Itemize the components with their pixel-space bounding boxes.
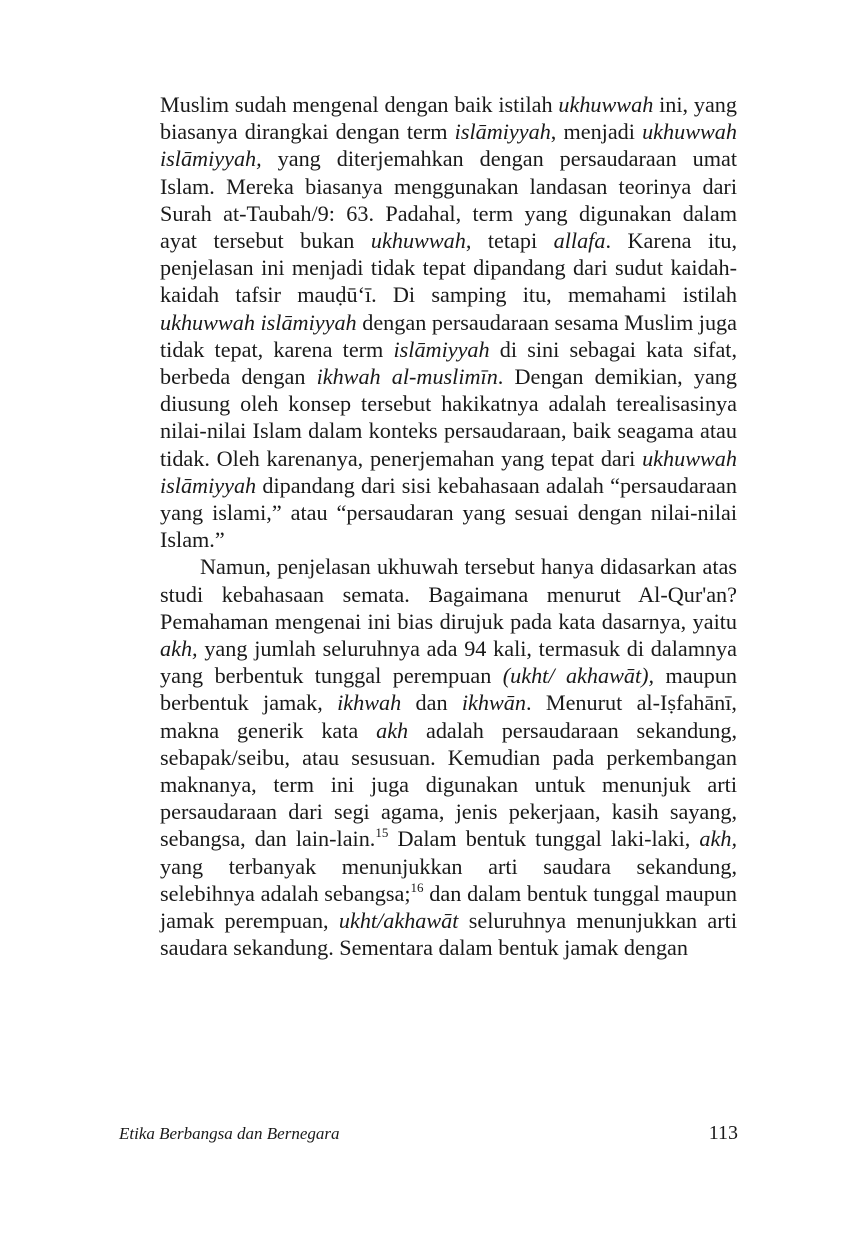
text-run: adalah persaudaraan sekandung, sebapak/seibu, atau sesusuan. Kemudian pada perkembangan maknanya, term ini juga digunakan untuk menunjuk arti persaudaraan dari segi agama, jenis pekerjaan, kasih sayang, sebangsa, dan lain-lain. (160, 717, 737, 852)
text-run: dengan persaudaraan sesama Muslim juga tidak tepat, karena term (160, 309, 737, 362)
running-title: Etika Berbangsa dan Bernegara (119, 1124, 340, 1143)
text-run: yang diterjemahkan dengan persaudaraan umat Islam. Mereka biasanya menggunakan landasan teorinya dari Surah at-Taubah/9: 63. Padahal, term yang digunakan dalam ayat tersebut bukan (160, 146, 737, 254)
text-run: . Menurut al-Iṣfahānī, makna generik kata (160, 690, 737, 743)
text-run: seluruhnya menunjukkan arti saudara sekandung. Sementara dalam bentuk jamak dengan (160, 908, 737, 961)
italic-term: ikhwah al-muslimīn (316, 364, 498, 390)
text-run: di sini sebagai kata sifat, berbeda dengan (160, 336, 738, 390)
text-run: . Karena itu, penjelasan ini menjadi tidak tepat dipandang dari sudut kaidah-kaidah tafsir mauḍū‘ī. Di samping itu, memahami istilah (160, 228, 737, 308)
italic-term: ukhuwwah islāmiyyah (160, 309, 357, 335)
italic-term: akh, (699, 826, 738, 852)
italic-term: allafa (553, 228, 606, 254)
italic-term: ukhuwwah (370, 228, 466, 254)
italic-term: islāmiyyah (393, 336, 490, 362)
italic-term: ukhuwwah islāmiyyah (160, 445, 737, 498)
text-run: , tetapi (465, 228, 554, 254)
italic-term: ikhwah (337, 690, 402, 716)
italic-term: ikhwān (461, 690, 526, 716)
page-body (160, 91, 737, 962)
text-run: Dalam bentuk tunggal laki-laki, (388, 826, 700, 852)
text-run: . Dengan demikian, yang diusung oleh konsep tersebut hakikatnya adalah terealisasinya nilai-nilai Islam dalam konteks persaudaraan, baik seagama atau tidak. Oleh karenanya, penerjemahan yang tepat dari (160, 364, 737, 471)
italic-term: akh, (160, 636, 198, 662)
text-run: dipandang dari sisi kebahasaan adalah “persaudaraan yang islami,” atau “persaudaran yang sesuai dengan nilai-nilai Islam.” (160, 472, 737, 553)
paragraph (160, 553, 737, 961)
text-run: maupun berbentuk jamak, (160, 663, 738, 716)
italic-term: islāmiyyah (454, 119, 551, 145)
italic-term: (ukht/ akhawāt), (502, 663, 655, 689)
italic-term: akh (376, 717, 409, 743)
footnote-ref: 16 (410, 879, 424, 895)
paragraph (160, 91, 737, 553)
footnote-ref: 15 (375, 825, 389, 841)
italic-term: ukhuwwah (558, 92, 654, 117)
text-run: ini, yang biasanya dirangkai dengan term (160, 92, 737, 145)
text-run: Namun, penjelasan ukhuwah tersebut hanya didasarkan atas studi kebahasaan semata. Bagaimana menurut Al-Qur'an? Pemahaman mengenai ini bias dirujuk pada kata dasarnya, yaitu (160, 554, 737, 634)
text-run: Muslim sudah mengenal dengan baik istilah (160, 92, 559, 117)
text-run: yang terbanyak menunjukkan arti saudara sekandung, selebihnya adalah sebangsa; (160, 853, 737, 906)
italic-term: ukht/akhawāt (338, 908, 459, 934)
text-run: yang jumlah seluruhnya ada 94 kali, termasuk di dalamnya yang berbentuk tunggal perempuan (160, 636, 737, 689)
page-number: 113 (708, 1122, 738, 1144)
italic-term: ukhuwwah islāmiyyah, (160, 119, 737, 172)
text-run: dan (401, 690, 462, 716)
text-run: dan dalam bentuk tunggal maupun jamak perempuan, (160, 880, 737, 934)
text-run: , menjadi (550, 119, 643, 145)
